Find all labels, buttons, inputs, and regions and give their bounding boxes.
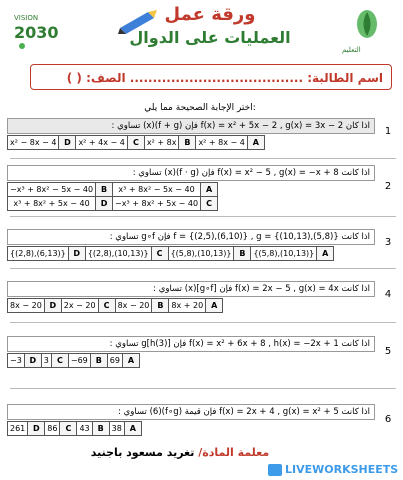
- option-text[interactable]: 3: [41, 354, 51, 368]
- question-number: 6: [384, 414, 392, 425]
- question-number: 3: [384, 237, 392, 248]
- svg-text:VISION: VISION: [14, 14, 39, 22]
- option-letter: B: [179, 136, 196, 150]
- worksheet-subtitle: العمليات على الدوال: [129, 28, 291, 47]
- teacher-name: تغريد مسعود باجنيد: [90, 446, 195, 459]
- question-number: 5: [384, 346, 392, 357]
- option-letter: D: [24, 354, 41, 368]
- question-number: 2: [384, 181, 392, 192]
- teacher-signature: [40, 446, 320, 459]
- option-letter: D: [68, 247, 85, 261]
- option-letter: B: [90, 354, 107, 368]
- option-text[interactable]: x² + 8x: [144, 136, 179, 150]
- option-letter: A: [201, 183, 218, 197]
- question-number: 4: [384, 289, 392, 300]
- liveworksheets-brand[interactable]: [268, 460, 403, 480]
- option-letter: A: [124, 422, 141, 436]
- divider: [10, 388, 396, 389]
- option-text[interactable]: 8x − 20: [8, 299, 45, 313]
- option-text[interactable]: {(5,8),(10,13)}: [168, 247, 234, 261]
- option-text[interactable]: {(5,8),(10,13)}: [251, 247, 317, 261]
- option-text[interactable]: x² + 4x − 4: [76, 136, 127, 150]
- option-letter: C: [151, 247, 168, 261]
- option-text[interactable]: −3: [8, 354, 25, 368]
- options-table: [7, 246, 334, 261]
- question-number: 1: [384, 126, 392, 137]
- option-text[interactable]: 8x + 20: [169, 299, 206, 313]
- option-text[interactable]: 43: [77, 422, 92, 436]
- header: [0, 0, 403, 62]
- divider: [10, 268, 396, 269]
- option-text[interactable]: x² + 8x − 4: [196, 136, 247, 150]
- option-letter: C: [98, 299, 115, 313]
- option-letter: D: [44, 299, 61, 313]
- option-letter: B: [234, 247, 251, 261]
- options-table: [7, 353, 140, 368]
- option-letter: C: [127, 136, 144, 150]
- option-letter: D: [28, 422, 45, 436]
- options-table: [7, 135, 265, 150]
- option-letter: C: [60, 422, 77, 436]
- question-stem: اذا كانت f(x) = 2x + 4 , g(x) = x² + 5 فإن قيمة (f∘g)(6) تساوي :: [7, 404, 375, 420]
- liveworksheets-logo-icon: [268, 464, 282, 476]
- option-text[interactable]: 38: [109, 422, 124, 436]
- option-text[interactable]: 2x − 20: [61, 299, 98, 313]
- option-letter: B: [96, 183, 113, 197]
- question-stem: اذا كان f(x) = x² + 5x − 2 , g(x) = 3x − 2 فإن (f + g)(x) تساوي :: [7, 118, 375, 134]
- svg-text:التعليم: التعليم: [342, 46, 361, 54]
- option-text[interactable]: 86: [45, 422, 60, 436]
- options-table: [7, 298, 223, 313]
- option-text[interactable]: x² − 8x − 4: [8, 136, 59, 150]
- worksheet-title: ورقة عمل: [164, 4, 256, 25]
- question-stem: اذا كانت f(x) = x² + 6x + 8 , h(x) = −2x + 1 فإن g[h(3)] تساوي :: [7, 336, 375, 352]
- option-text[interactable]: −x³ + 8x² + 5x − 40: [113, 197, 201, 211]
- option-text[interactable]: x³ + 8x² + 5x − 40: [8, 197, 96, 211]
- option-letter: C: [201, 197, 218, 211]
- divider: [10, 322, 396, 323]
- option-text[interactable]: 69: [107, 354, 122, 368]
- option-letter: A: [206, 299, 223, 313]
- option-letter: D: [96, 197, 113, 211]
- option-letter: C: [51, 354, 68, 368]
- option-letter: D: [59, 136, 76, 150]
- option-letter: A: [247, 136, 264, 150]
- options-table: [7, 182, 218, 211]
- option-text[interactable]: 261: [8, 422, 28, 436]
- option-text[interactable]: {(2,8),(10,13)}: [85, 247, 151, 261]
- option-text[interactable]: −x³ + 8x² − 5x − 40: [8, 183, 96, 197]
- option-letter: A: [317, 247, 334, 261]
- question-stem: اذا كانت f = {(2,5),(6,10)} , g = {(10,13),(5,8)} فإن g∘f تساوي :: [7, 229, 375, 245]
- option-letter: B: [92, 422, 109, 436]
- option-letter: A: [122, 354, 139, 368]
- option-text[interactable]: x³ + 8x² − 5x − 40: [113, 183, 201, 197]
- question-stem: اذا كانت f(x) = 2x − 5 , g(x) = 4x فإن [g∘f](x) تساوي :: [7, 281, 375, 297]
- instruction: اختر الإجابة الصحيحة مما يلي:: [144, 103, 256, 113]
- option-text[interactable]: −69: [68, 354, 90, 368]
- divider: [10, 216, 396, 217]
- student-name-line[interactable]: اسم الطالبة: ...................................... الصف: ( ): [30, 64, 392, 90]
- svg-text:2030: 2030: [14, 23, 59, 42]
- divider: [10, 158, 396, 159]
- question-stem: اذا كانت f(x) = x² − 5 , g(x) = −x + 8 فإن (f · g)(x) تساوي :: [7, 165, 375, 181]
- brand-label: LIVEWORKSHEETS: [285, 463, 399, 476]
- option-text[interactable]: 8x − 20: [115, 299, 152, 313]
- option-text[interactable]: {(2,8),(6,13)}: [8, 247, 69, 261]
- school-logo: [336, 6, 398, 58]
- teacher-label: معلمة المادة/: [198, 446, 270, 459]
- options-table: [7, 421, 142, 436]
- option-letter: B: [152, 299, 169, 313]
- vision-2030-logo: [10, 6, 70, 56]
